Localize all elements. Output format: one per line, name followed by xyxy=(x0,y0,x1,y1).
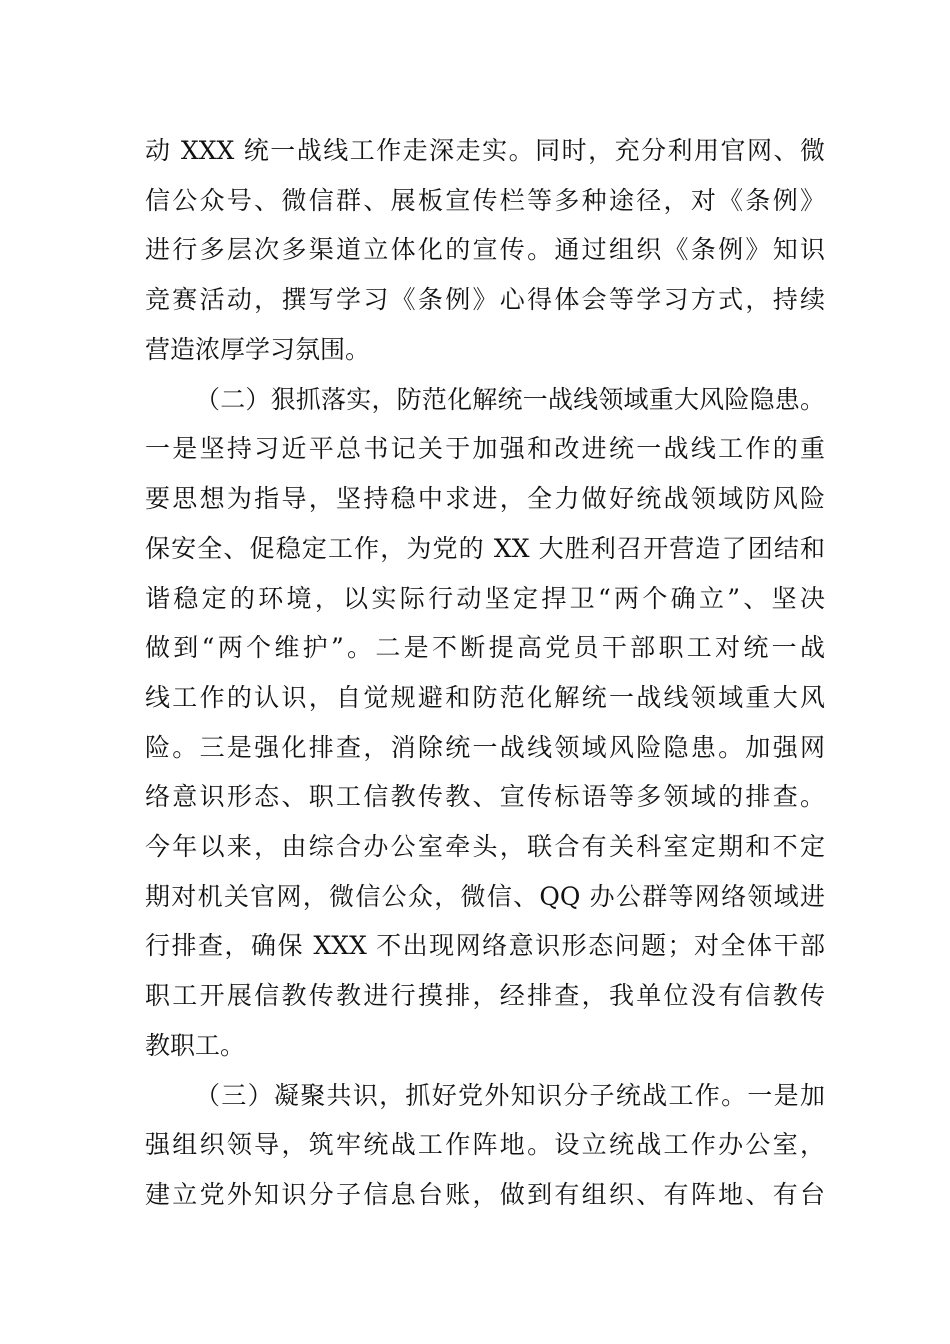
text-line: 期对机关官网，微信公众，微信、QQ 办公群等网络领域进 xyxy=(145,882,825,911)
text-line: 做到“两个维护”。二是不断提高党员干部职工对统一战 xyxy=(145,633,825,662)
text-line: 职工开展信教传教进行摸排，经排查，我单位没有信教传 xyxy=(145,981,825,1010)
text-line: 行排查，确保 XXX 不出现网络意识形态问题；对全体干部 xyxy=(145,931,825,960)
text-line: 强组织领导，筑牢统战工作阵地。设立统战工作办公室， xyxy=(145,1130,825,1159)
text-line: 进行多层次多渠道立体化的宣传。通过组织《条例》知识 xyxy=(145,235,825,264)
text-line: 要思想为指导，坚持稳中求进，全力做好统战领域防风险 xyxy=(145,484,825,513)
section-heading-line: （二）狠抓落实，防范化解统一战线领域重大风险隐患。 xyxy=(195,385,825,414)
text-line: 今年以来，由综合办公室牵头，联合有关科室定期和不定 xyxy=(145,832,825,861)
text-line: 保安全、促稳定工作，为党的 XX 大胜利召开营造了团结和 xyxy=(145,534,825,563)
section-heading-line: （三）凝聚共识，抓好党外知识分子统战工作。一是加 xyxy=(195,1081,825,1110)
text-line: 信公众号、微信群、展板宣传栏等多种途径，对《条例》 xyxy=(145,186,825,215)
text-line: 险。三是强化排查，消除统一战线领域风险隐患。加强网 xyxy=(145,733,825,762)
text-line: 谐稳定的环境，以实际行动坚定捍卫“两个确立”、坚决 xyxy=(145,584,825,613)
text-line: 营造浓厚学习氛围。 xyxy=(145,335,371,364)
text-line: 竞赛活动，撰写学习《条例》心得体会等学习方式，持续 xyxy=(145,285,825,314)
text-line: 络意识形态、职工信教传教、宣传标语等多领域的排查。 xyxy=(145,782,825,811)
text-line: 线工作的认识，自觉规避和防范化解统一战线领域重大风 xyxy=(145,683,825,712)
text-line: 建立党外知识分子信息台账，做到有组织、有阵地、有台 xyxy=(145,1180,825,1209)
text-line: 教职工。 xyxy=(145,1031,246,1060)
text-line: 一是坚持习近平总书记关于加强和改进统一战线工作的重 xyxy=(145,434,825,463)
text-line: 动 XXX 统一战线工作走深走实。同时，充分利用官网、微 xyxy=(145,136,825,165)
